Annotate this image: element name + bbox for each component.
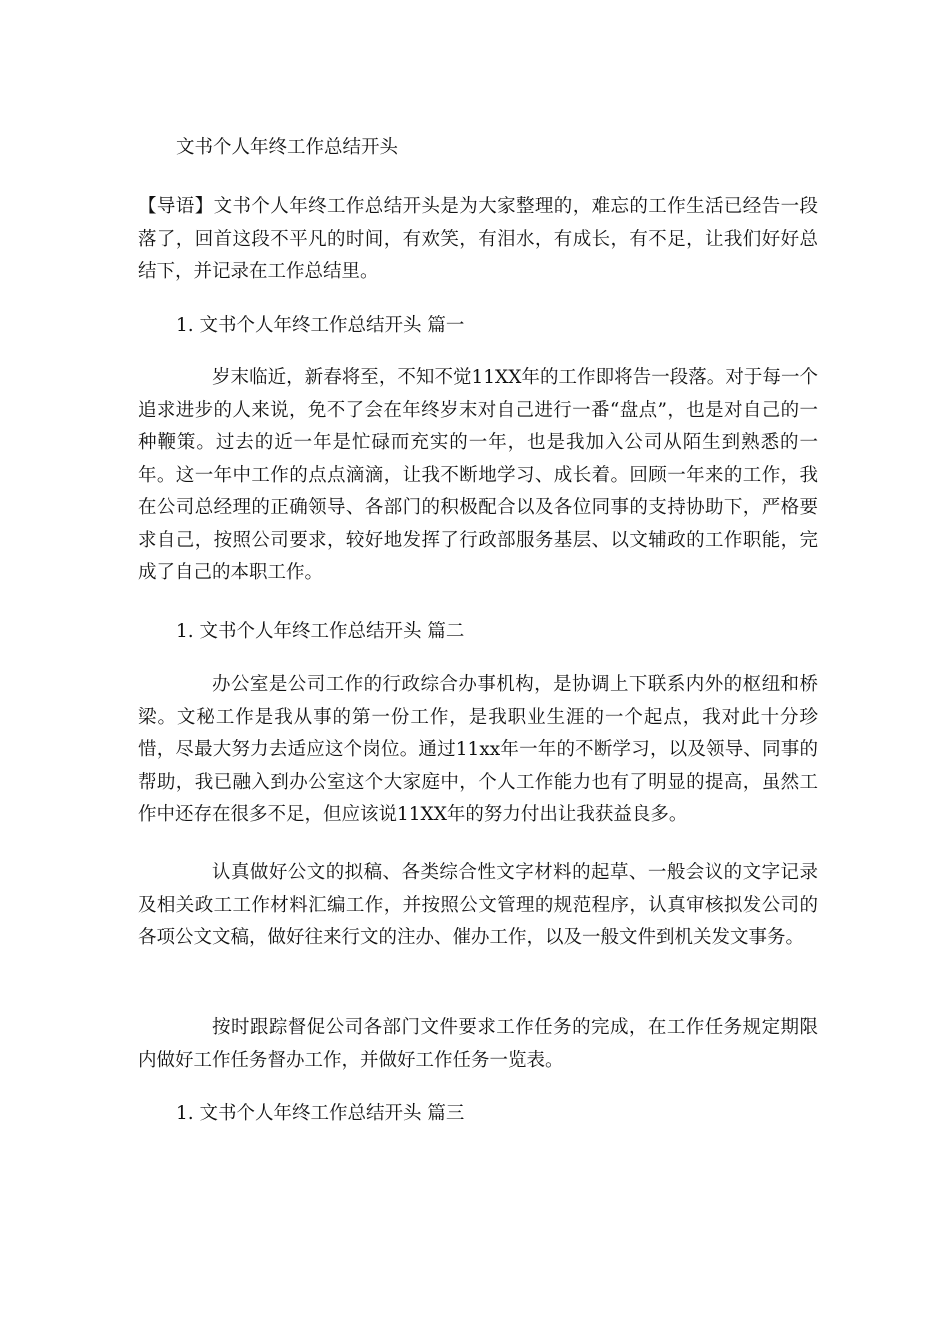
section-heading-3: 1. 文书个人年终工作总结开头 篇三 bbox=[176, 1103, 465, 1124]
section-2-paragraph-2: 认真做好公文的拟稿、各类综合性文字材料的起草、一般会议的文字记录及相关政工工作材料汇编工作，并按照公文管理的规范程序，认真审核拟发公司的各项公文文稿，做好往来行文的注办、催办工作，以及一般文件到机关发文事务。 bbox=[138, 862, 818, 948]
section-2-paragraph-3: 按时跟踪督促公司各部门文件要求工作任务的完成，在工作任务规定期限内做好工作任务督办工作，并做好工作任务一览表。 bbox=[138, 1017, 818, 1071]
section-heading-2: 1. 文书个人年终工作总结开头 篇二 bbox=[176, 621, 465, 642]
section-heading-1: 1. 文书个人年终工作总结开头 篇一 bbox=[176, 315, 465, 336]
section-2-paragraph-1: 办公室是公司工作的行政综合办事机构，是协调上下联系内外的枢纽和桥梁。文秘工作是我从事的第一份工作，是我职业生涯的一个起点，我对此十分珍惜，尽最大努力去适应这个岗位。通过11xx年一年的不断学习，以及领导、同事的帮助，我已融入到办公室这个大家庭中，个人工作能力也有了明显的提高，虽然工作中还存在很多不足，但应该说11XX年的努力付出让我获益良多。 bbox=[138, 674, 818, 825]
document-title: 文书个人年终工作总结开头 bbox=[176, 137, 399, 158]
intro-paragraph: 【导语】文书个人年终工作总结开头是为大家整理的，难忘的工作生活已经告一段落了，回首这段不平凡的时间，有欢笑，有泪水，有成长，有不足，让我们好好总结下，并记录在工作总结里。 bbox=[138, 196, 818, 282]
section-1-paragraph-1: 岁末临近，新春将至，不知不觉11XX年的工作即将告一段落。对于每一个追求进步的人来说，免不了会在年终岁末对自己进行一番“盘点”，也是对自己的一种鞭策。过去的近一年是忙碌而充实的一年，也是我加入公司从陌生到熟悉的一年。这一年中工作的点点滴滴，让我不断地学习、成长着。回顾一年来的工作，我在公司总经理的正确领导、各部门的积极配合以及各位同事的支持协助下，严格要求自己，按照公司要求，较好地发挥了行政部服务基层、以文辅政的工作职能，完成了自己的本职工作。 bbox=[138, 367, 818, 583]
